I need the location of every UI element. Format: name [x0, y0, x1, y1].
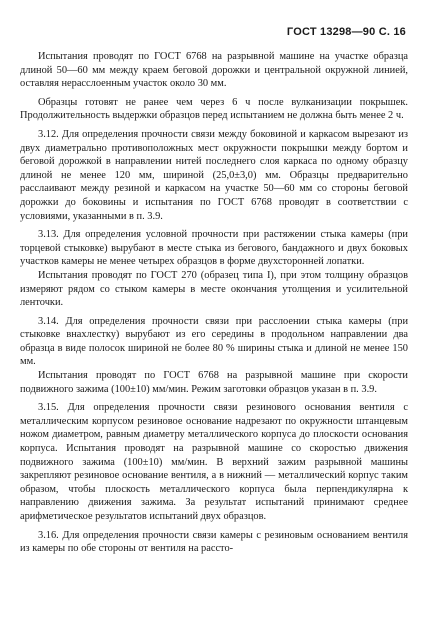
- paragraph: Испытания проводят по ГОСТ 6768 на разрывной машине при скорости подвижного зажима (100±10) мм/мин. Режим заготовки образцов указан в п. 3.9.: [20, 370, 408, 395]
- paragraph: Испытания проводят по ГОСТ 6768 на разрывной машине на участке образца длиной 50—60 мм между краем беговой дорожки и центральной окружной линией, оставляя нерасслоенным участок около 30 мм.: [20, 51, 408, 90]
- paragraph: 3.15. Для определения прочности связи резинового основания вентиля с металлическим корпусом резиновое основание надрезают по окружности штанцевым ножом диаметром, равным диаметру металлического корпуса до плоскости основания корпуса. Испытания проводят на разрывной машине со скоростью движения подвижного зажима (100±10) мм/мин. В верхний зажим разрывной машины закрепляют резиновое основание вентиля, а в нижний — металлический корпус таким образом, чтобы плоскость металлического корпуса была перпендикулярна к направлению движения зажима. За результат испытаний принимают среднее арифметическое результатов испытаний двух образцов.: [20, 402, 408, 522]
- paragraph: Образцы готовят не ранее чем через 6 ч после вулканизации покрышек. Продолжительность выдержки образцов перед испытанием не должна быть менее 2 ч.: [20, 96, 408, 122]
- page-header: ГОСТ 13298—90 С. 16: [286, 26, 406, 38]
- paragraph: 3.13. Для определения условной прочности при растяжении стыка камеры (при торцевой стыковке) вырубают в месте стыка из бегового, бандажного и двух боковых участков камеры не менее четырех образцов в форме двухсторонней лопатки.: [20, 229, 408, 268]
- document-body: [20, 50, 408, 556]
- paragraph: Испытания проводят по ГОСТ 270 (образец типа I), при этом толщину образцов измеряют рядом со стыком камеры в месте окончания утолщения и усилительной ленточки.: [20, 269, 408, 309]
- document-page: [20, 26, 408, 556]
- paragraph: 3.14. Для определения прочности связи при расслоении стыка камеры (при стыковке внахлестку) вырубают из его середины в продольном направлении два образца в виде полосок шириной не более 80 % ширины стыка и длиной не менее 150 мм.: [20, 315, 408, 368]
- paragraph: 3.16. Для определения прочности связи камеры с резиновым основанием вентиля из камеры по обе стороны от вентиля на рассто-: [20, 529, 408, 555]
- paragraph: 3.12. Для определения прочности связи между боковиной и каркасом вырезают из двух диаметрально противоположных мест окружности покрышки между бортом и беговой дорожкой в направлении нитей последнего слоя каркаса по одному образцу длиной не менее 120 мм, шириной (25,0±3,0) мм. Образцы предварительно расслаивают между резиной и каркасом на участке 50—60 мм со стороны беговой дорожки до боковины и испытания по ГОСТ 6768 проводят в соответствии с условиями, указанными в п. 3.9.: [20, 128, 408, 222]
